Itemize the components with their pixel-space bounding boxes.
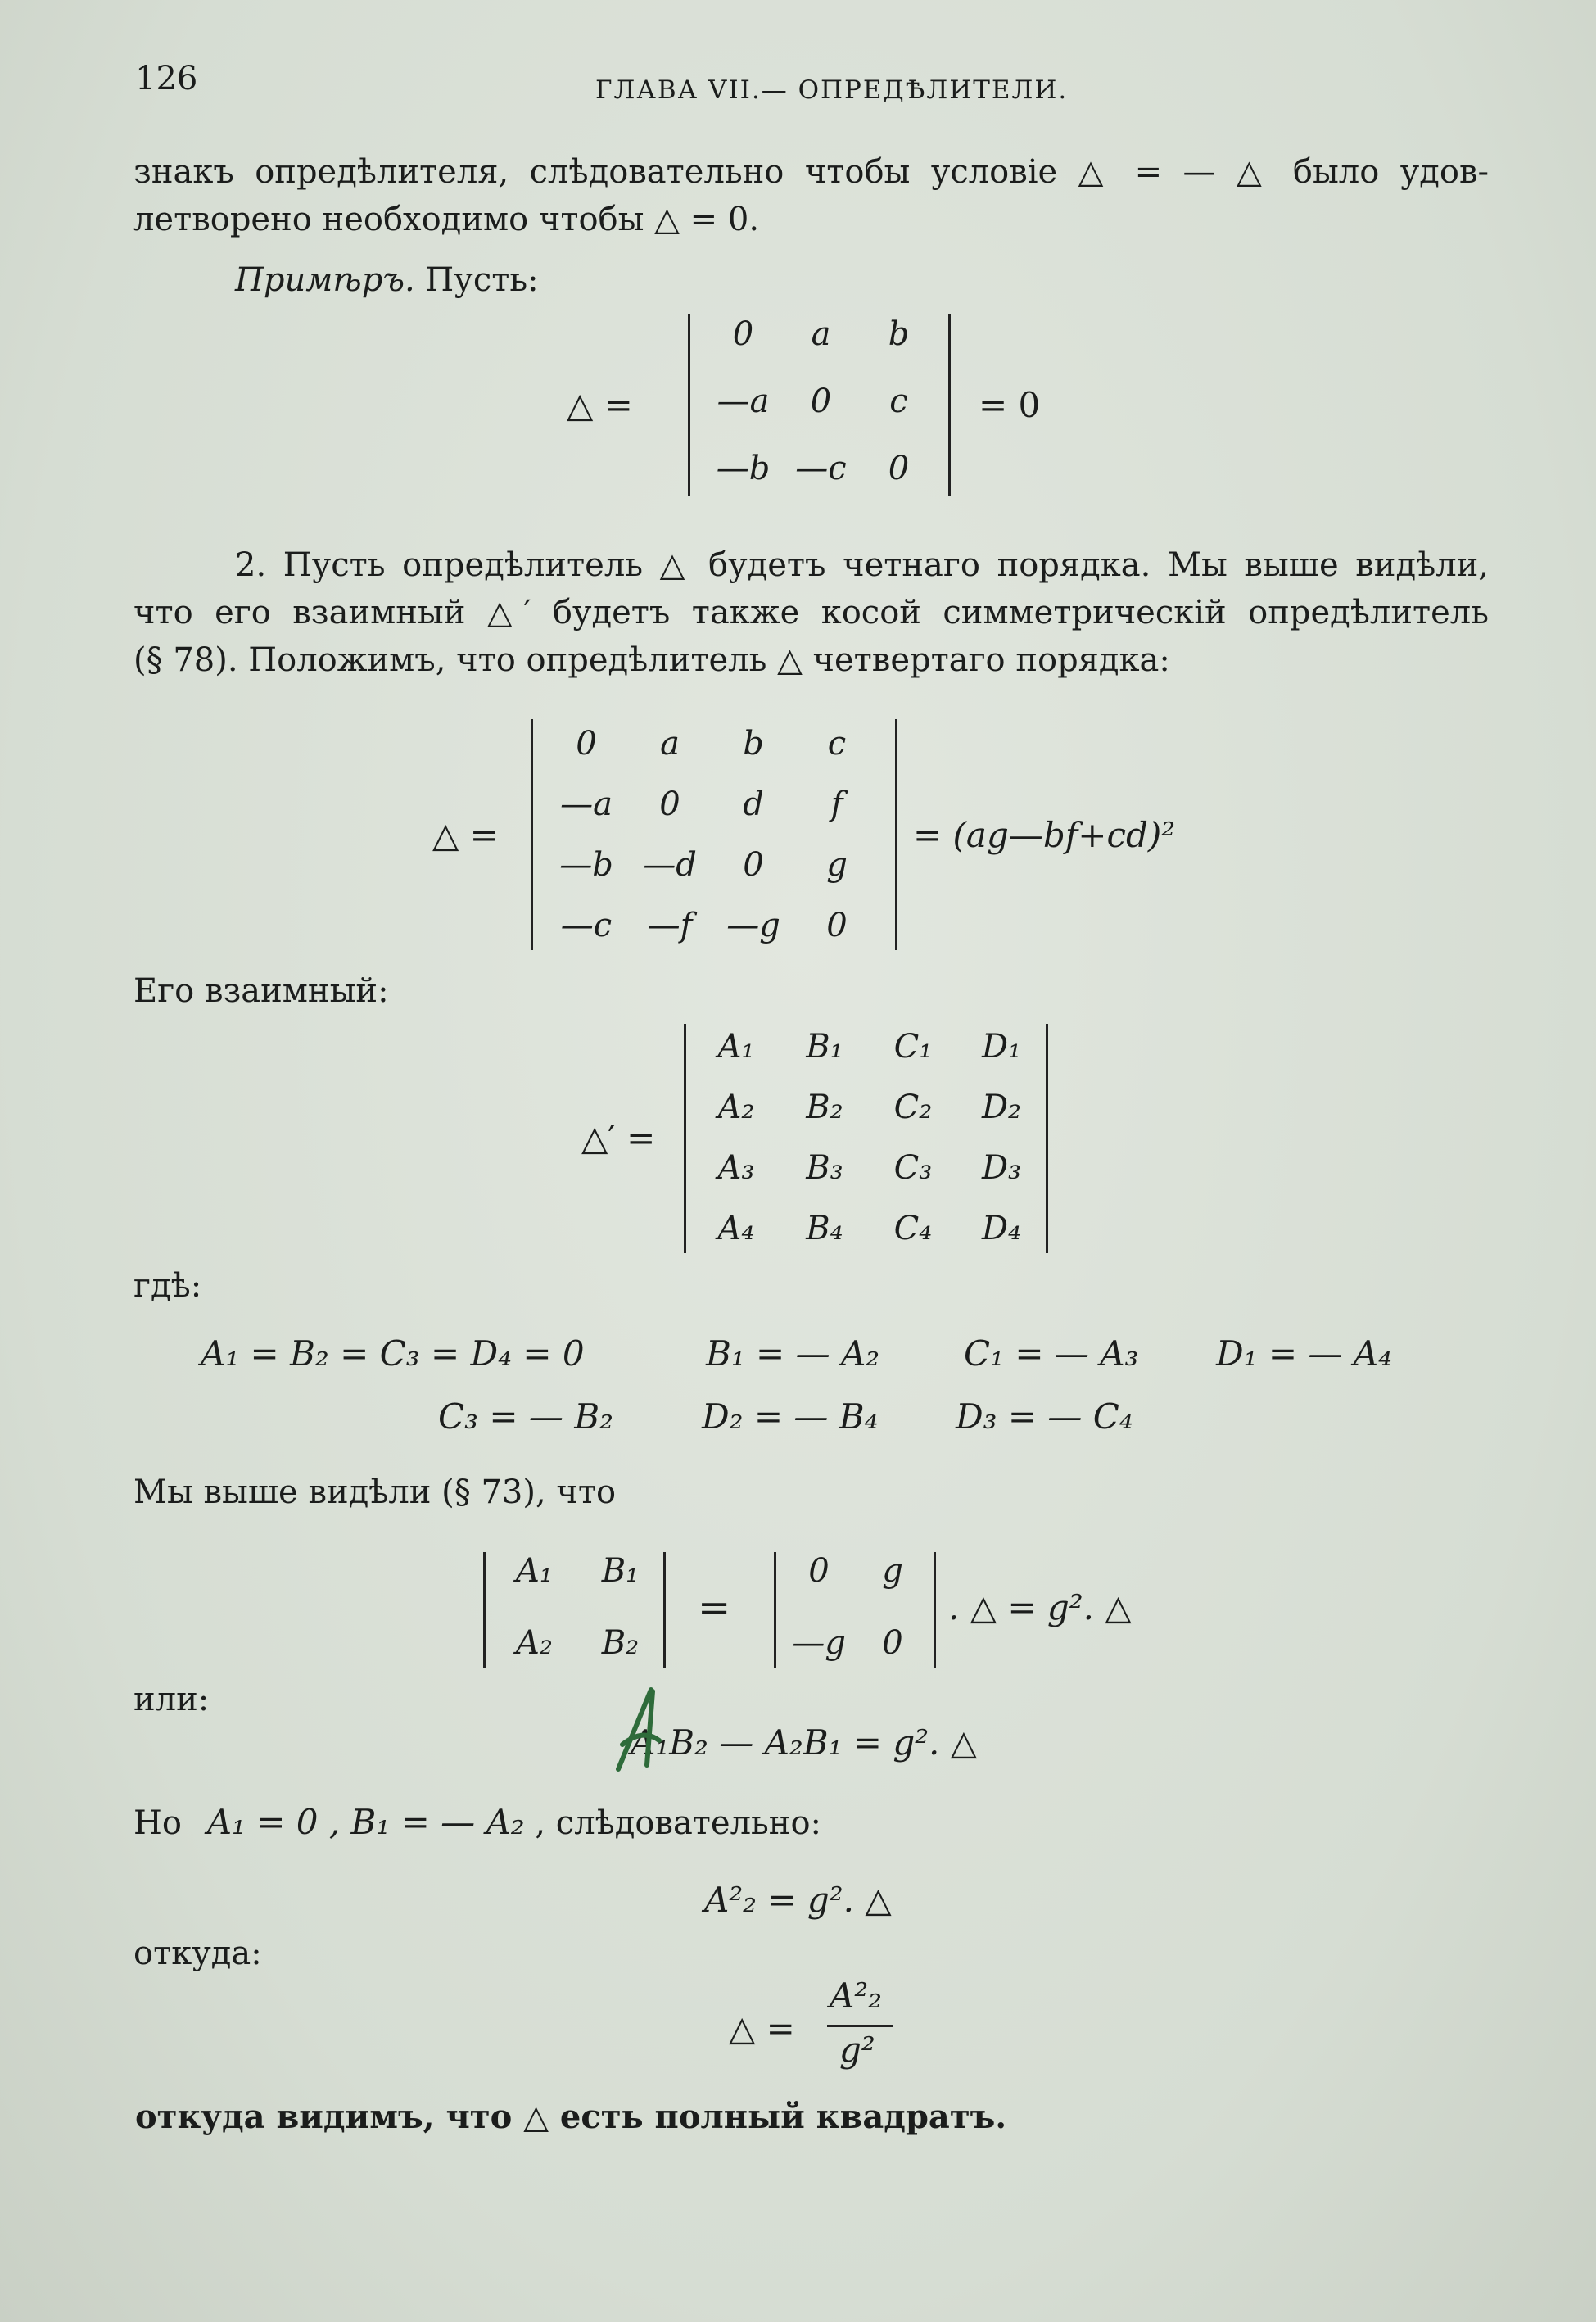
matrix-cell: A₂ xyxy=(516,1624,553,1662)
matrix-cell: d xyxy=(743,785,764,823)
relation: B₁ = — A₂ xyxy=(706,1333,880,1374)
matrix-cell: 0 xyxy=(810,382,832,420)
relation: D₃ = — C₄ xyxy=(956,1396,1133,1437)
text-line: летворено необходимо чтобы △ = 0. xyxy=(133,201,760,238)
matrix-cell: 0 xyxy=(576,725,597,763)
matrix-cell: g xyxy=(826,846,848,884)
det3-right-bar xyxy=(948,314,951,496)
but-equation: A₁ = 0 , B₁ = — A₂ xyxy=(206,1802,525,1842)
text-line: (§ 78). Положимъ, что опредѣлитель △ четвертаго порядка: xyxy=(133,641,1170,679)
matrix-cell: C₂ xyxy=(893,1089,933,1126)
matrix-cell: —c xyxy=(795,450,847,487)
final-numerator: A²₂ xyxy=(830,1976,883,2016)
matrix-cell: c xyxy=(827,725,847,763)
matrix-cell: —f xyxy=(647,907,693,944)
minor-right-bar-1 xyxy=(663,1552,666,1668)
page-number: 126 xyxy=(135,60,198,97)
matrix-cell: D₄ xyxy=(981,1210,1022,1247)
whence-label: откуда: xyxy=(133,1935,262,1972)
but-suffix: , слѣдовательно: xyxy=(535,1804,822,1842)
matrix-cell: g xyxy=(882,1552,903,1590)
final-lhs: △ = xyxy=(729,2008,795,2048)
matrix-cell: C₁ xyxy=(893,1028,933,1066)
matrix-cell: B₃ xyxy=(806,1149,843,1187)
matrix-cell: —b xyxy=(716,450,771,487)
equation: A²₂ = g². △ xyxy=(704,1880,892,1920)
matrix-cell: 0 xyxy=(732,315,754,353)
matrix-cell: A₁ xyxy=(516,1552,553,1590)
matrix-cell: f xyxy=(830,785,843,823)
det4-left-bar xyxy=(531,719,533,950)
minor-tail: . △ = g². △ xyxy=(948,1587,1132,1627)
adj-lhs: △′ = xyxy=(581,1118,656,1158)
matrix-cell: —d xyxy=(643,846,697,884)
text-line: что его взаимный △′ будетъ также косой симметрическій опредѣлитель xyxy=(133,594,1489,631)
matrix-cell: —b xyxy=(559,846,613,884)
matrix-cell: D₃ xyxy=(981,1149,1022,1187)
matrix-cell: 0 xyxy=(888,450,910,487)
text-line: знакъ опредѣлителя, слѣдовательно чтобы условіе △ = — △ было удов- xyxy=(133,153,1489,191)
matrix-cell: c xyxy=(889,382,908,420)
minor-left-bar-2 xyxy=(774,1552,776,1668)
matrix-cell: a xyxy=(660,725,680,763)
det4-rhs: = (ag—bf+cd)² xyxy=(913,815,1176,855)
relation: C₃ = — B₂ xyxy=(438,1396,613,1437)
minor-eq-sign: = xyxy=(698,1585,731,1631)
adj-left-bar xyxy=(684,1024,686,1253)
matrix-cell: C₃ xyxy=(893,1149,933,1187)
matrix-cell: B₄ xyxy=(806,1210,843,1247)
det4-right-bar xyxy=(895,719,897,950)
matrix-cell: B₂ xyxy=(806,1089,843,1126)
matrix-cell: A₄ xyxy=(717,1210,755,1247)
matrix-cell: A₃ xyxy=(717,1149,755,1187)
relation: D₂ = — B₄ xyxy=(702,1396,879,1437)
matrix-cell: 0 xyxy=(808,1552,830,1590)
matrix-cell: —g xyxy=(726,907,780,944)
example-label: Примѣръ. xyxy=(235,261,415,299)
relation: A₁ = B₂ = C₃ = D₄ = 0 xyxy=(201,1333,585,1374)
where-label: гдѣ: xyxy=(133,1267,202,1305)
det3-rhs: = 0 xyxy=(979,385,1041,425)
but-prefix: Но xyxy=(133,1804,182,1842)
matrix-cell: A₁ xyxy=(717,1028,755,1066)
example-line xyxy=(235,256,539,305)
minor-left-bar-1 xyxy=(483,1552,486,1668)
det3-left-bar xyxy=(688,314,690,496)
matrix-cell: 0 xyxy=(743,846,764,884)
final-denominator: g² xyxy=(839,2030,875,2070)
matrix-cell: b xyxy=(743,725,764,763)
text-line: 2. Пусть опредѣлитель △ будетъ четнаго порядка. Мы выше видѣли, xyxy=(235,546,1489,584)
fraction-bar xyxy=(827,2025,893,2027)
text-line: Мы выше видѣли (§ 73), что xyxy=(133,1473,617,1511)
matrix-cell: B₂ xyxy=(601,1624,640,1662)
but-line xyxy=(133,1798,821,1848)
matrix-cell: b xyxy=(888,315,910,353)
matrix-cell: —c xyxy=(560,907,613,944)
matrix-cell: 0 xyxy=(659,785,680,823)
matrix-cell: —a xyxy=(717,382,770,420)
matrix-cell: 0 xyxy=(826,907,848,944)
relation: C₁ = — A₃ xyxy=(964,1333,1139,1374)
matrix-cell: —a xyxy=(560,785,613,823)
or-label: или: xyxy=(133,1681,210,1718)
adj-right-bar xyxy=(1046,1024,1048,1253)
relation: D₁ = — A₄ xyxy=(1216,1333,1392,1374)
running-title: ГЛАВА VII.— ОПРЕДѢЛИТЕЛИ. xyxy=(595,75,1069,105)
matrix-cell: B₁ xyxy=(601,1552,640,1590)
matrix-cell: 0 xyxy=(882,1624,903,1662)
det3-lhs: △ = xyxy=(567,385,633,425)
matrix-cell: a xyxy=(811,315,831,353)
adjoint-intro: Его взаимный: xyxy=(133,972,389,1010)
matrix-cell: D₂ xyxy=(981,1089,1022,1126)
minor-right-bar-2 xyxy=(934,1552,936,1668)
pen-mark xyxy=(602,1683,667,1781)
matrix-cell: C₄ xyxy=(893,1210,933,1247)
matrix-cell: —g xyxy=(792,1624,846,1662)
matrix-cell: B₁ xyxy=(806,1028,843,1066)
example-text: Пусть: xyxy=(425,261,539,299)
det4-lhs: △ = xyxy=(432,815,499,855)
matrix-cell: A₂ xyxy=(717,1089,755,1126)
matrix-cell: D₁ xyxy=(981,1028,1022,1066)
equation: A₁B₂ — A₂B₁ = g². △ xyxy=(631,1722,978,1763)
conclusion: откуда видимъ, что △ есть полный квадратъ. xyxy=(135,2098,1007,2136)
